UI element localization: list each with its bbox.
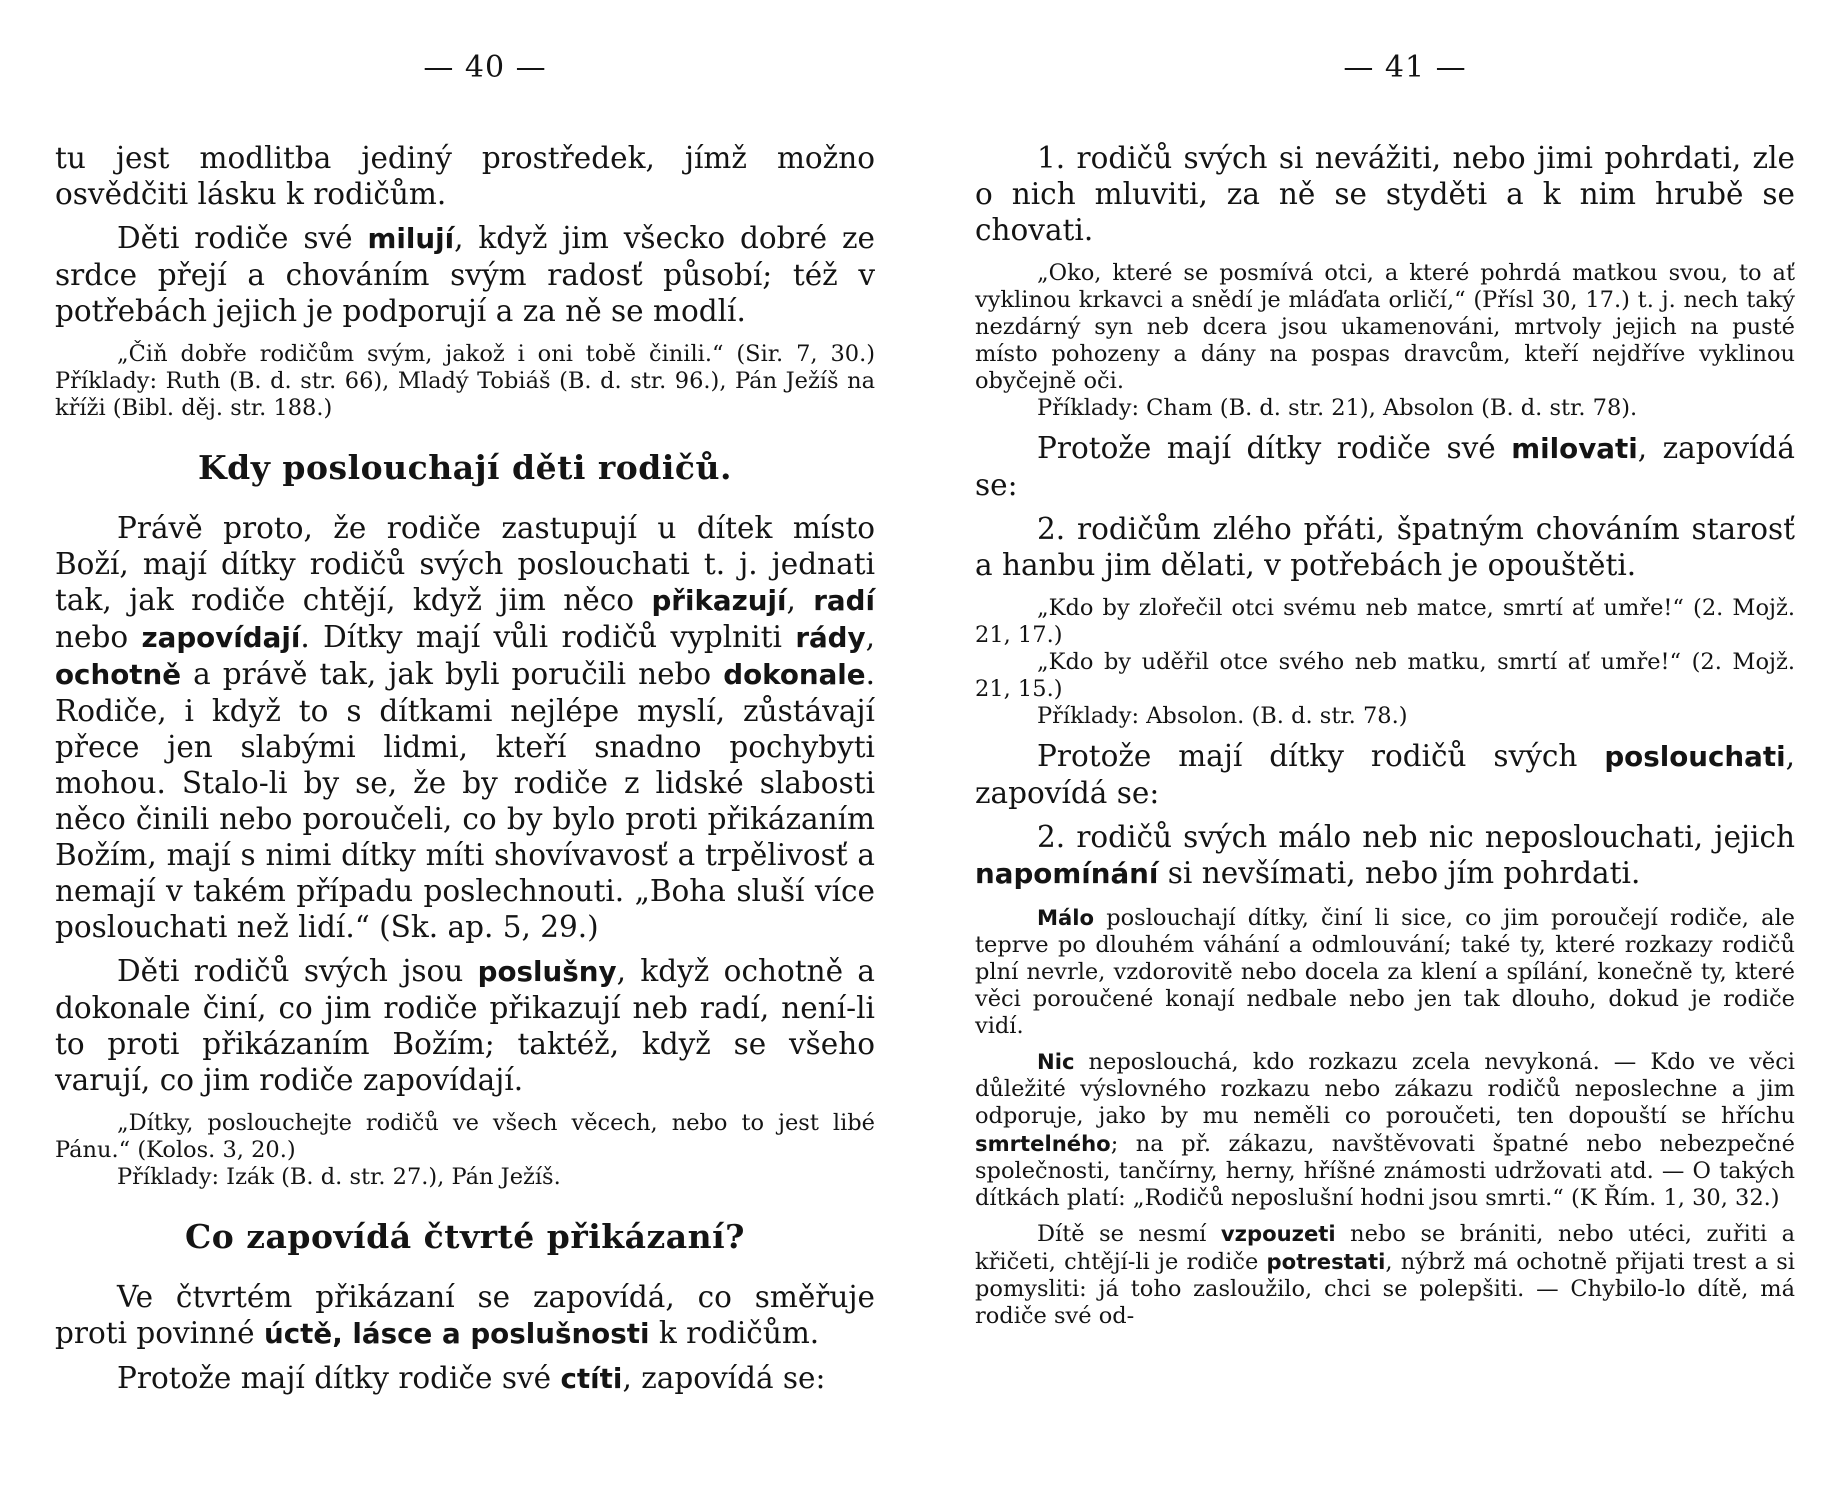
emphasis: potrestati [1266, 1249, 1386, 1274]
paragraph: Protože mají dítky rodičů svých poslouchati, zapovídá se: [975, 739, 1795, 810]
page-content [55, 140, 875, 1397]
paragraph: Protože mají dítky rodiče své milovati, zapovídá se: [975, 431, 1795, 502]
paragraph: 2. rodičů svých málo neb nic neposlouchati, jejich napomínání si nevšímati, nebo jím pohrdati. [975, 820, 1795, 890]
emphasis: dokonale [723, 658, 866, 691]
right-page [975, 0, 1795, 1500]
section-heading: Co zapovídá čtvrté přikázaní? [185, 1217, 745, 1256]
emphasis: Málo [1037, 905, 1095, 930]
section-heading: Kdy poslouchají děti rodičů. [198, 448, 732, 487]
note-paragraph: Nic neposlouchá, kdo rozkazu zcela nevykoná. — Kdo ve věci důležité výslovného rozkazu nebo zákazu rodičů neposlechne a jim odporuje, jako by mu neměli co poroučeti, ten dopouští se hříchu smrtelného; na př. zákazu, navštěvovati špatné nebo nebezpečné společnosti, tančírny, herny, hříšné známosti udržovati atd. — O takých dítkách platí: „Rodičů neposlušní hodni jsou smrti.“ (K Řím. 1, 30, 32.) [975, 1049, 1795, 1211]
emphasis: vzpouzeti [1220, 1221, 1336, 1246]
emphasis: ctíti [560, 1362, 623, 1395]
quotation: „Kdo by uděřil otce svého neb matku, smrtí ať umře!“ (2. Mojž. 21, 15.) [975, 649, 1795, 702]
note-paragraph: Dítě se nesmí vzpouzeti nebo se brániti, nebo utéci, zuřiti a křičeti, chtějí-li je rodiče potrestati, nýbrž má ochotně přijati trest a si pomysliti: já toho zasloužilo, chci se polepšiti. — Chybilo-lo dítě, má rodiče své od- [975, 1221, 1796, 1329]
examples: Příklady: Cham (B. d. str. 21), Absolon (B. d. str. 78). [1037, 395, 1638, 421]
paragraph: Děti rodiče své milují, když jim všecko dobré ze srdce přejí a chováním svým radosť působí; též v potřebách jejich je podporují a za ně se modlí. [55, 221, 875, 328]
emphasis: poslouchati [1604, 740, 1786, 773]
paragraph: Právě proto, že rodiče zastupují u dítek místo Boží, mají dítky rodičů svých poslouchati t. j. jednati tak, jak rodiče chtějí, když jim něco přikazují, radí nebo zapovídají. Dítky mají vůli rodičů vyplniti rády, ochotně a právě tak, jak byli poručili nebo dokonale. Rodiče, i když to s dítkami nejlépe myslí, zůstávají přece jen slabými lidmi, kteří snadno pochybyti mohou. Stalo-li by se, že by rodiče z lidské slabosti něco činili nebo poroučeli, co by bylo proti přikázaním Božím, mají s nimi dítky míti shovívavosť a trpělivosť a nemají v takém případu poslechnouti. „Boha sluší více poslouchati než lidí.“ (Sk. ap. 5, 29.) [55, 511, 875, 944]
emphasis: radí [813, 584, 875, 617]
page-number: — 41 — [1343, 50, 1467, 85]
emphasis: poslušny [477, 955, 617, 988]
quotation: „Čiň dobře rodičům svým, jakož i oni tobě činili.“ (Sir. 7, 30.) Příklady: Ruth (B. d. str. 66), Mladý Tobiáš (B. d. str. 96.), Pán Ježíš na kříži (Bibl. děj. str. 188.) [55, 341, 875, 421]
left-page [55, 0, 875, 1500]
emphasis: ochotně [55, 658, 182, 691]
paragraph: Děti rodičů svých jsou poslušny, když ochotně a dokonale činí, co jim rodiče přikazují neb radí, není-li to proti přikázaním Božím; taktéž, když se všeho varují, co jim rodiče zapovídají. [55, 954, 875, 1097]
page-number: — 40 — [423, 50, 547, 85]
paragraph: Protože mají dítky rodiče své ctíti, zapovídá se: [117, 1361, 826, 1395]
emphasis: zapovídají [141, 621, 301, 654]
quotation: „Oko, které se posmívá otci, a které pohrdá matkou svou, to ať vyklinou krkavci a snědí je mláďata orličí,“ (Přísl 30, 17.) t. j. nech taký nezdárný syn neb dcera jsou ukamenováni, mrtvoly jejich na pusté místo pohozeny a dány na pospas dravcům, kteří nejdříve vyklinou obyčejně oči. [975, 260, 1795, 394]
examples: Příklady: Absolon. (B. d. str. 78.) [1037, 703, 1408, 729]
emphasis: napomínání [975, 857, 1159, 890]
paragraph: 2. rodičům zlého přáti, špatným chováním starosť a hanbu jim dělati, v potřebách je opouštěti. [975, 512, 1795, 582]
page-content [975, 140, 1795, 1330]
paragraph: 1. rodičů svých si nevážiti, nebo jimi pohrdati, zle o nich mluviti, za ně se styděti a k nim hrubě se chovati. [975, 141, 1795, 247]
quotation: „Dítky, poslouchejte rodičů ve všech věcech, nebo to jest libé Pánu.“ (Kolos. 3, 20.) [55, 1110, 875, 1163]
emphasis: Nic [1037, 1049, 1075, 1074]
quotation: „Kdo by zlořečil otci svému neb matce, smrtí ať umře!“ (2. Mojž. 21, 17.) [975, 595, 1795, 648]
paragraph: Ve čtvrtém přikázaní se zapovídá, co směřuje proti povinné úctě, lásce a poslušnosti k rodičům. [55, 1280, 875, 1350]
emphasis: milují [367, 222, 455, 255]
emphasis: smrtelného [975, 1131, 1111, 1156]
emphasis: přikazují [651, 584, 787, 617]
emphasis: rády [795, 621, 866, 654]
note-paragraph: Málo poslouchají dítky, činí li sice, co jim poroučejí rodiče, ale teprve po dlouhém váhání a odmlouvání; také ty, které rozkazy rodičů plní nevrle, vzdorovitě nebo docela za klení a spílání, konečně ty, které věci poroučené konají nedbale nebo jen tak dlouho, dokud je rodiče vidí. [975, 905, 1795, 1039]
paragraph: tu jest modlitba jediný prostředek, jímž možno osvědčiti lásku k rodičům. [55, 141, 875, 211]
emphasis: milovati [1511, 432, 1638, 465]
emphasis: úctě, lásce a poslušnosti [264, 1317, 650, 1350]
examples: Příklady: Izák (B. d. str. 27.), Pán Ježíš. [117, 1164, 561, 1190]
